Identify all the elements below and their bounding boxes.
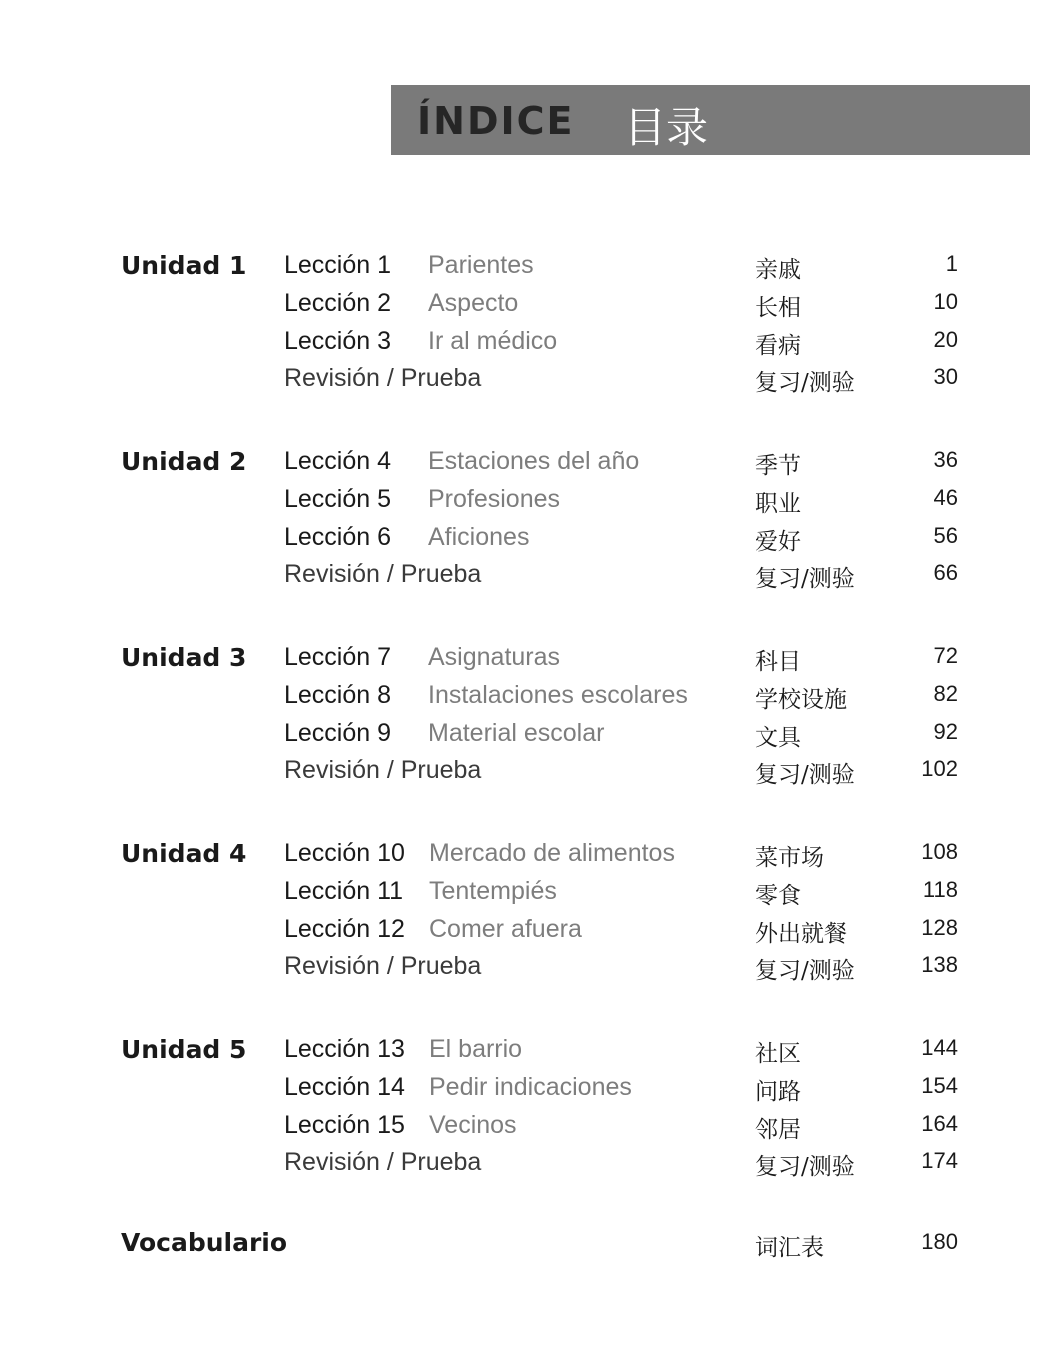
review-zh: 复习/测验 — [755, 958, 855, 984]
lesson-label: Lección 10 — [284, 839, 405, 867]
review-label: Revisión / Prueba — [284, 1148, 482, 1176]
toc-row[interactable] — [0, 327, 1050, 364]
vocabulary-zh: 词汇表 — [755, 1235, 824, 1261]
review-label: Revisión / Prueba — [284, 560, 482, 588]
lesson-label: Lección 2 — [284, 289, 392, 317]
page-number: 108 — [921, 839, 958, 864]
toc-row[interactable] — [0, 643, 1050, 680]
page-number: 128 — [921, 915, 958, 940]
lesson-name: Instalaciones escolares — [428, 681, 688, 709]
page-number: 118 — [922, 877, 958, 902]
page-number: 1 — [945, 251, 958, 276]
lesson-label: Lección 5 — [284, 485, 392, 513]
lesson-name-zh: 问路 — [755, 1079, 801, 1105]
lesson-label: Lección 7 — [284, 643, 392, 671]
lesson-name: Asignaturas — [428, 643, 561, 671]
lesson-name-zh: 外出就餐 — [755, 921, 847, 947]
review-label: Revisión / Prueba — [284, 952, 482, 980]
lesson-name-zh: 邻居 — [755, 1117, 801, 1143]
page-number: 46 — [933, 485, 958, 510]
lesson-name-zh: 看病 — [755, 333, 801, 359]
lesson-label: Lección 4 — [284, 447, 392, 475]
page-number: 92 — [933, 719, 958, 744]
lesson-label: Lección 15 — [284, 1111, 405, 1139]
page-number: 144 — [921, 1035, 958, 1060]
lesson-name: Estaciones del año — [428, 447, 640, 475]
unit-title: Unidad 2 — [121, 447, 247, 476]
review-label: Revisión / Prueba — [284, 364, 482, 392]
lesson-name: Parientes — [428, 251, 534, 279]
page-number: 82 — [933, 681, 958, 706]
review-zh: 复习/测验 — [755, 370, 855, 396]
page-number: 10 — [933, 289, 958, 314]
index-title-es: ÍNDICE — [417, 99, 575, 143]
lesson-label: Lección 6 — [284, 523, 392, 551]
lesson-name-zh: 爱好 — [755, 529, 801, 555]
review-zh: 复习/测验 — [755, 1154, 855, 1180]
toc-row[interactable] — [0, 1035, 1050, 1072]
unit-title: Unidad 5 — [121, 1035, 247, 1064]
toc-row[interactable] — [0, 877, 1050, 914]
toc-row[interactable] — [0, 839, 1050, 876]
toc-row-review[interactable] — [0, 952, 1050, 989]
unit-title: Unidad 1 — [121, 251, 247, 280]
toc-row-review[interactable] — [0, 1148, 1050, 1185]
index-header-bar — [391, 85, 1030, 155]
page-number: 66 — [933, 560, 958, 585]
toc-row[interactable] — [0, 681, 1050, 718]
lesson-label: Lección 12 — [284, 915, 405, 943]
review-label: Revisión / Prueba — [284, 756, 482, 784]
lesson-name: El barrio — [429, 1035, 523, 1063]
toc-row[interactable] — [0, 251, 1050, 288]
lesson-name: Pedir indicaciones — [429, 1073, 632, 1101]
vocabulary-page-number: 180 — [921, 1229, 958, 1254]
lesson-name-zh: 菜市场 — [755, 845, 824, 871]
index-title-zh: 目录 — [624, 103, 709, 152]
lesson-name-zh: 学校设施 — [755, 687, 847, 713]
lesson-name-zh: 零食 — [755, 883, 801, 909]
page-number: 20 — [933, 327, 958, 352]
lesson-name: Profesiones — [428, 485, 561, 513]
toc-row-review[interactable] — [0, 560, 1050, 597]
lesson-name-zh: 职业 — [755, 491, 801, 517]
toc-row[interactable] — [0, 1111, 1050, 1148]
toc-row[interactable] — [0, 447, 1050, 484]
lesson-label: Lección 11 — [284, 877, 404, 905]
page-number: 36 — [933, 447, 958, 472]
page-number: 102 — [921, 756, 958, 781]
toc-row[interactable] — [0, 915, 1050, 952]
toc-row-review[interactable] — [0, 756, 1050, 793]
review-zh: 复习/测验 — [755, 762, 855, 788]
lesson-label: Lección 13 — [284, 1035, 405, 1063]
lesson-name-zh: 科目 — [755, 649, 801, 675]
lesson-label: Lección 14 — [284, 1073, 405, 1101]
lesson-label: Lección 1 — [284, 251, 392, 279]
page-number: 138 — [921, 952, 958, 977]
review-zh: 复习/测验 — [755, 566, 855, 592]
lesson-name-zh: 长相 — [755, 295, 801, 321]
toc-row[interactable] — [0, 485, 1050, 522]
lesson-name-zh: 文具 — [755, 725, 801, 751]
lesson-label: Lección 3 — [284, 327, 392, 355]
lesson-name-zh: 季节 — [755, 453, 801, 479]
toc-row-review[interactable] — [0, 364, 1050, 401]
toc-row[interactable] — [0, 523, 1050, 560]
page-number: 154 — [921, 1073, 958, 1098]
lesson-name: Aficiones — [428, 523, 530, 551]
lesson-name-zh: 亲戚 — [755, 257, 801, 283]
page-number: 56 — [933, 523, 958, 548]
page-number: 164 — [921, 1111, 958, 1136]
unit-title: Unidad 4 — [121, 839, 247, 868]
lesson-name-zh: 社区 — [755, 1041, 801, 1067]
lesson-label: Lección 8 — [284, 681, 392, 709]
lesson-name: Material escolar — [428, 719, 605, 747]
lesson-name: Vecinos — [429, 1111, 517, 1139]
page-number: 72 — [933, 643, 958, 668]
vocabulary-title[interactable]: Vocabulario — [121, 1228, 288, 1257]
lesson-name: Mercado de alimentos — [429, 839, 675, 867]
unit-title: Unidad 3 — [121, 643, 247, 672]
toc-row[interactable] — [0, 289, 1050, 326]
lesson-name: Ir al médico — [428, 327, 558, 355]
page-number: 174 — [921, 1148, 958, 1173]
lesson-label: Lección 9 — [284, 719, 392, 747]
lesson-name: Tentempiés — [429, 877, 557, 905]
lesson-name: Aspecto — [428, 289, 519, 317]
lesson-name: Comer afuera — [429, 915, 582, 943]
page-number: 30 — [933, 364, 958, 389]
toc-row[interactable] — [0, 1073, 1050, 1110]
toc-row[interactable] — [0, 719, 1050, 756]
